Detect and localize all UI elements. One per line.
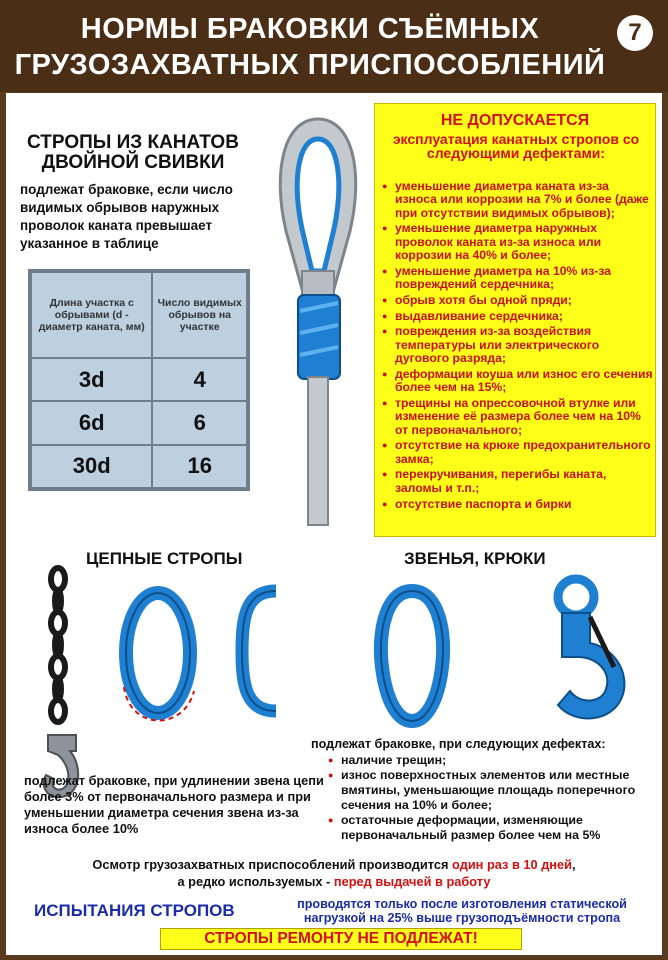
rope-description: подлежат браковке, если число видимых обрывов наружных проволок каната превышает указанное в таблице <box>20 182 233 251</box>
list-item: ● трещины на опрессовочной втулке или изменение её размера более чем на 10% от первоначального; <box>381 397 653 437</box>
inspection-text-c: а редко используемых - <box>177 874 334 889</box>
list-item: ● отсутствие паспорта и бирки <box>381 498 653 511</box>
inspection-note <box>6 856 662 890</box>
tests-title: ИСПЫТАНИЯ СТРОПОВ <box>34 901 235 920</box>
links-defect-list <box>328 753 658 843</box>
warning-subtitle: эксплуатация канатных стропов со следующими дефектами: <box>392 131 640 161</box>
inspection-line1 <box>6 856 662 873</box>
inspection-line2 <box>6 873 662 890</box>
chain-section-title: ЦЕПНЫЕ СТРОПЫ <box>86 549 243 568</box>
table-row <box>31 401 247 444</box>
table-cell-breaks: 4 <box>152 358 247 401</box>
list-item: ● уменьшение диаметра наружных проволок каната из-за износа или коррозии на 40% и более; <box>381 222 653 262</box>
rope-body-icon <box>308 377 328 525</box>
list-item: ● повреждения из-за воздействия температуры или электрического дугового разряда; <box>381 325 653 365</box>
chain-link-icon <box>114 581 204 741</box>
inspection-text-a: Осмотр грузозахватных приспособлений производится <box>92 857 453 872</box>
list-item: ● наличие трещин; <box>328 753 658 768</box>
table-cell-length: 3d <box>31 358 152 401</box>
watermark: gde <box>597 919 654 955</box>
list-item: ● уменьшение диаметра каната из-за износа или коррозии на 7% и более (даже при отсутствии видимых обрывов); <box>381 180 653 220</box>
list-item: ● выдавливание сердечника; <box>381 310 653 323</box>
warning-list <box>381 180 653 513</box>
rope-breaks-table <box>28 269 250 491</box>
rope-sling-illustration <box>264 111 372 531</box>
inspection-frequency: один раз в 10 дней <box>452 857 573 872</box>
page-title-line2: ГРУЗОЗАХВАТНЫХ ПРИСПОСОБЛЕНИЙ <box>14 49 606 81</box>
warning-title: НЕ ДОПУСКАЕТСЯ <box>440 112 590 129</box>
sheet-number-badge: 7 <box>617 15 653 51</box>
links-intro: подлежат браковке, при следующих дефектах: <box>311 737 606 751</box>
table-header-length: Длина участка с обрывами (d - диаметр каната, мм) <box>31 272 152 358</box>
chain-links-icon <box>51 568 65 722</box>
table-cell-length: 6d <box>31 401 152 444</box>
table-cell-length: 30d <box>31 445 152 488</box>
chain-description: подлежат браковке, при удлинении звена цепи более 3% от первоначального размера и при уменьшении диаметра сечения звена из-за износа более 10% <box>24 773 324 836</box>
table-cell-breaks: 16 <box>152 445 247 488</box>
table-row <box>31 358 247 401</box>
master-link-icon <box>372 581 452 731</box>
inspection-rare-use: перед выдачей в работу <box>333 874 491 889</box>
list-item: ● обрыв хотя бы одной пряди; <box>381 294 653 307</box>
tests-text: проводятся только после изготовления статической нагрузкой на 25% выше грузоподъёмности стропа <box>297 897 627 925</box>
warning-box <box>374 103 656 537</box>
list-item: ● деформации коуша или износ его сечения более чем на 15%; <box>381 368 653 395</box>
rope-title-line1: СТРОПЫ ИЗ КАНАТОВ <box>27 132 239 153</box>
table-header-breaks: Число видимых обрывов на участке <box>152 272 247 358</box>
table-row <box>31 445 247 488</box>
list-item: ● износ поверхностных элементов или местные вмятины, уменьшающие площадь поперечного сечения на 10% и более; <box>328 768 658 813</box>
inspection-comma: , <box>572 857 576 872</box>
links-section-title: ЗВЕНЬЯ, КРЮКИ <box>404 549 546 568</box>
hook-icon <box>540 573 636 733</box>
rope-title-line2: ДВОЙНОЙ СВИВКИ <box>41 152 225 173</box>
list-item: ● отсутствие на крюке предохранительного замка; <box>381 439 653 466</box>
list-item: ● остаточные деформации, изменяющие первоначальный размер более чем на 5% <box>328 813 658 843</box>
list-item: ● уменьшение диаметра на 10% из-за повреждений сердечника; <box>381 265 653 292</box>
content-panel <box>6 93 662 955</box>
page-title-line1: НОРМЫ БРАКОВКИ СЪЁМНЫХ <box>80 13 540 45</box>
repair-banner: СТРОПЫ РЕМОНТУ НЕ ПОДЛЕЖАТ! <box>160 928 522 950</box>
header-bar <box>0 0 668 92</box>
table-cell-breaks: 6 <box>152 401 247 444</box>
list-item: ● перекручивания, перегибы каната, заломы и т.п.; <box>381 468 653 495</box>
open-link-icon <box>232 577 292 727</box>
table-header-row <box>31 272 247 358</box>
rope-section-title <box>18 133 248 173</box>
